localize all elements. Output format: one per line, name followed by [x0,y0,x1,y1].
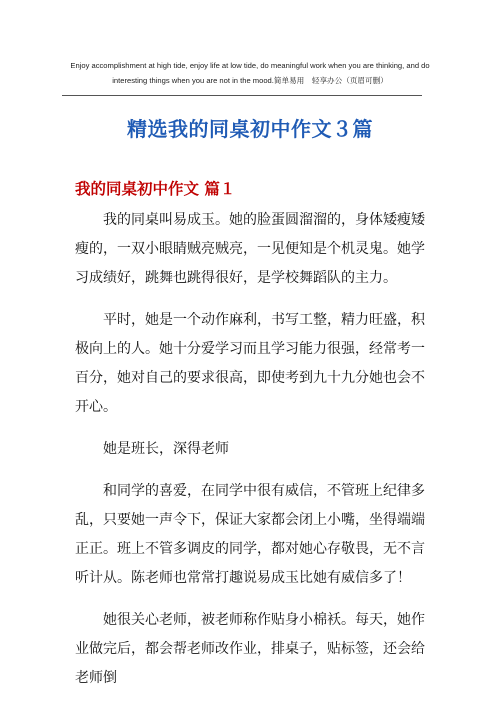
page-header [40,58,460,88]
section-heading: 我的同桌初中作文 篇１ [75,179,236,198]
header-line-2: interesting things when you are not in the mood.简单易用 轻享办公（页眉可删） [112,76,388,85]
paragraph: 我的同桌叫易成玉。她的脸蛋圆溜溜的，身体矮瘦矮瘦的，一双小眼睛贼亮贼亮，一见便知是个机灵鬼。她学习成绩好，跳舞也跳得很好，是学校舞蹈队的主力。 [75,212,425,286]
document-title: 精选我的同桌初中作文３篇 [127,117,373,141]
paragraph: 和同学的喜爱，在同学中很有威信，不管班上纪律多乱，只要她一声令下，保证大家都会闭上小嘴，坐得端端正正。班上不管多调皮的同学，都对她心存敬畏，无不言听计从。陈老师也常常打趣说易成玉比她有威信多了！ [75,483,425,586]
paragraph: 平时，她是一个动作麻利，书写工整，精力旺盛，积极向上的人。她十分爱学习而且学习能力很强，经常考一百分，她对自己的要求很高，即使考到九十九分她也会不开心。 [75,312,425,415]
paragraph: 她是班长，深得老师 [103,441,229,457]
header-divider [62,95,422,96]
article-body [75,206,427,706]
header-line-1: Enjoy accomplishment at high tide, enjoy life at low tide, do meaningful work when you are thinking, and do [70,61,430,70]
paragraph: 她很关心老师，被老师称作贴身小棉袄。每天，她作业做完后，都会帮老师改作业，排桌子，贴标签，还会给老师倒 [75,612,425,686]
